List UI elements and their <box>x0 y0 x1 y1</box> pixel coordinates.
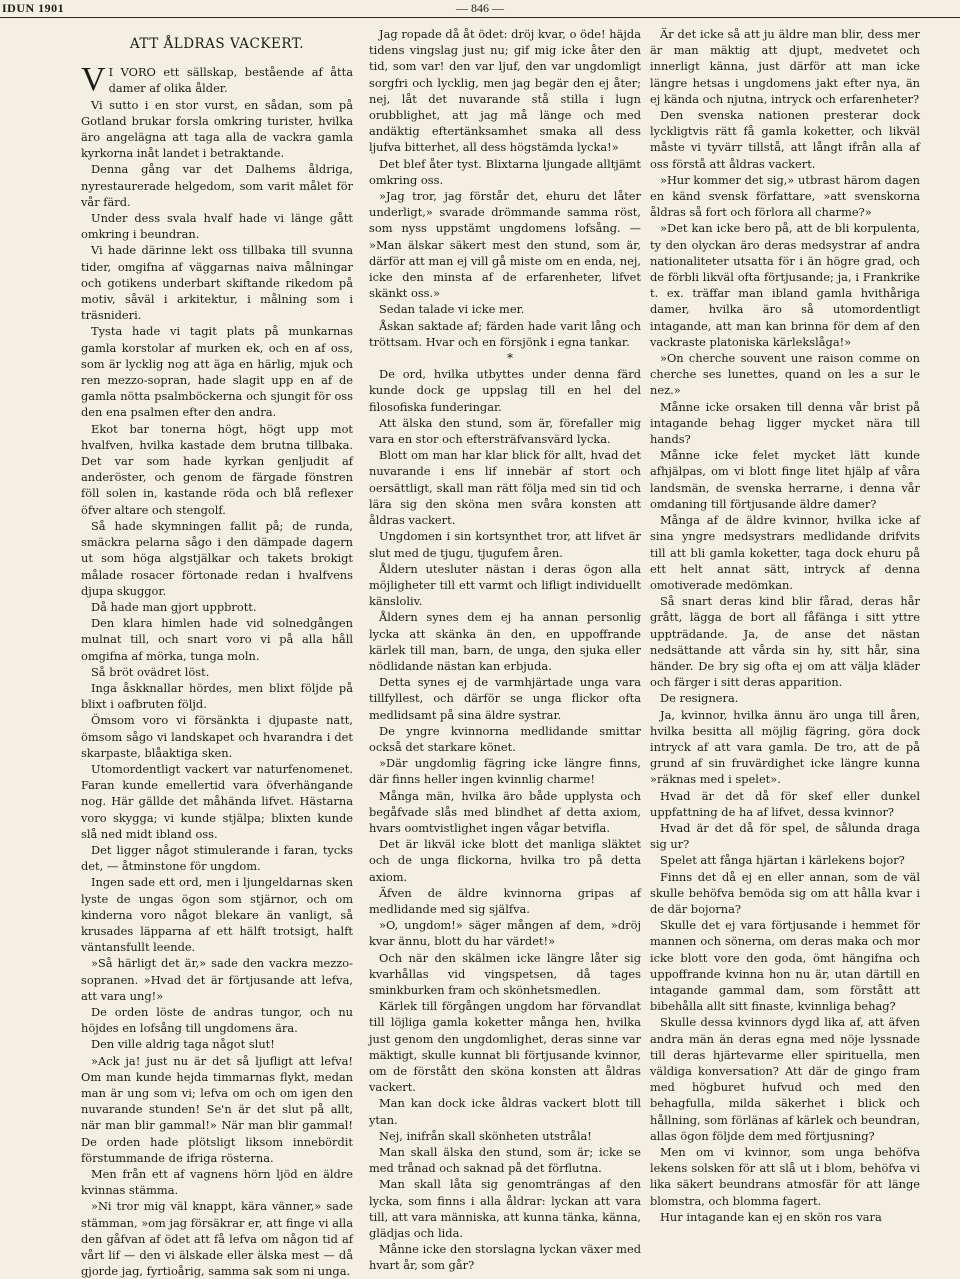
paragraph: Vi hade därinne lekt oss tillbaka till svunna tider, omgifna af väggarnas naiva målningar och gotikens underbart skiftande rikedom på motiv, såväl i arkitektur, i målning som i träsnideri. <box>81 243 353 323</box>
paragraph: »Hur kommer det sig,» utbrast härom dagen en känd svensk författare, »att svenskorna åldras så fort och förlora all charme?» <box>650 172 920 220</box>
paragraph: Men om vi kvinnor, som unga behöfva lekens solsken för att slå ut i blom, behöfva vi lika säkert beundrans atmosfär för att länge blomstra, och blomma fagert. <box>650 1145 920 1208</box>
paragraph: Det är likväl icke blott det manliga släktet och de unga flickorna, hvilka tro på detta axiom. <box>369 837 641 884</box>
paragraph: De resignera. <box>660 691 739 706</box>
paragraph: Åskan saktade af; färden hade varit lång och tröttsam. Hvar och en försjönk i egna tankar. <box>369 318 641 349</box>
paragraph: Man skall låta sig genomträngas af den lycka, som finns i alla åldrar: lyckan att vara till, att vara människa, att kunna tänka, känna, glädjas och lida. <box>369 1177 641 1241</box>
paragraph: Skulle det ej vara förtjusande i hemmet för mannen och sönerna, om deras maka och mor icke blott vore den goda, ömt hängifna och uppoffrande kvinna hon nu är, utan därtill en intagande gammal dam, som förstått att bibehålla allt sitt finaste, kvinnliga behag? <box>650 918 920 1014</box>
paragraph: Hvad är det då för spel, de sålunda draga sig ur? <box>650 820 920 852</box>
paragraph: Ingen sade ett ord, men i ljungeldarnas sken lyste de ungas ögon som stjärnor, och om kinderna voro något blekare än vanligt, så krusades läpparna af ett hälft trotsigt, halft väntansfullt leende. <box>81 875 353 955</box>
paragraph: Nej, inifrån skall skönheten utstråla! <box>379 1128 592 1143</box>
paragraph: Och när den skälmen icke längre låter sig kvarhållas vid vingspetsen, då tages sminkburken fram och skönhetsmedlen. <box>369 950 641 997</box>
column-3-body <box>650 26 920 1225</box>
paragraph: Hvad är det då för skef eller dunkel uppfattning de ha af lifvet, dessa kvinnor? <box>650 788 920 819</box>
paragraph: Utomordentligt vackert var naturfenomenet. Faran kunde emellertid vara öfverhängande nog. Här gällde det måhända lifvet. Hästarna voro skygga; vi kunde stjälpa; blixten kunde slå ned midt ibland oss. <box>81 761 353 841</box>
column-1 <box>81 26 353 1279</box>
paragraph: Detta synes ej de varmhjärtade unga vara tillfyllest, och därför se unga flickor ofta medlidsamt på sina äldre systrar. <box>369 675 641 722</box>
paragraph: Många män, hvilka äro både upplysta och begåfvade slås med blindhet af detta axiom, hvars oomtvistlighet ingen vågar betvifla. <box>369 788 641 835</box>
paragraph: Hur intagande kan ej en skön ros vara <box>660 1209 882 1224</box>
column-3 <box>650 26 920 1262</box>
paragraph: Det ligger något stimulerande i faran, tycks det, — åtminstone för ungdom. <box>81 842 353 874</box>
paragraph: »Så härligt det är,» sade den vackra mezzo-sopranen. »Hvad det är förtjusande att lefva, att vara ung!» <box>81 956 353 1003</box>
paragraph: Kärlek till förgången ungdom har förvandlat till löjliga gamla koketter många hen, hvilka just genom den ungdomlighet, deras sinne var mäktigt, skulle kunnat bli förtjusande kvinnor, om de förstått den sköna konsten att åldras vackert. <box>369 999 641 1095</box>
paragraph: »Ni tror mig väl knappt, kära vänner,» sade stämman, »om jag försäkrar er, att finge vi alla den gåfvan af ödet att få lefva om någon tid af vårt lif — den vi älskade eller älska mest — då gjorde jag, fyrtioårig, samma sak som ni unga. <box>81 1199 353 1279</box>
paragraph: Ungdomen i sin kortsynthet tror, att lifvet är slut med de tjugu, tjugufem åren. <box>369 529 641 560</box>
paragraph: Tysta hade vi tagit plats på munkarnas gamla korstolar af murken ek, och en af oss, som är lycklig nog att äga en härlig, mjuk och ren mezzo-sopran, hade slagit upp en af de gamla nötta psalmböckerna och sjungit för oss den ena psalmen efter den andra. <box>81 324 353 420</box>
paragraph: »Det kan icke bero på, att de bli korpulenta, ty den olyckan äro deras medsystrar af andra nationaliteter utsatta för i än högre grad, och de förbli likväl ofta förtjusande; ja, i Frankrike t. ex. träffar man ibland gamla hvithåriga damer, hvilka äro så utomordentligt intagande, att man kan brinna för dem af den vackraste platoniska kärlekslåga!» <box>650 221 920 349</box>
paragraph: Många af de äldre kvinnor, hvilka icke af sina yngre medsystrars medlidande drifvits till att bli gamla koketter, taga dock ehuru på ett helt annat sätt, intryck af denna omotiverade medömkan. <box>650 513 920 592</box>
paragraph: Månne icke felet mycket lätt kunde afhjälpas, om vi blott finge litet hjälp af våra landsmän, de svenska herrarne, i denna vår omdaning till förtjusande äldre damer? <box>650 448 920 511</box>
drop-cap: V <box>81 61 106 99</box>
paragraph: Månne icke orsaken till denna vår brist på intagande behag ligger mycket nära till hands? <box>650 399 920 447</box>
paragraph: »O, ungdom!» säger mången af dem, »dröj kvar ännu, blott du har värdet!» <box>369 918 641 949</box>
page-header <box>0 0 960 18</box>
paragraph: Skulle dessa kvinnors dygd lika af, att äfven andra män än deras egna med nöje lyssnade till deras hjärtevarme eller spirituella, men väldiga konversation? Att där de gingo fram med högburet hufvud och med den behagfulla, milda säkerhet i blick och hållning, som förlänas af kärlek och beundran, allas ögon följde dem med förtjusning? <box>650 1015 920 1143</box>
paragraph: Är det icke så att ju äldre man blir, dess mer är man mäktig att djupt, medvetet och innerligt känna, just därför att man icke längre hetsas i ungdomens jakt efter nya, än ej kända och njutna, intryck och erfarenheter? <box>650 27 920 106</box>
paragraph: De ord, hvilka utbyttes under denna färd kunde dock ge uppslag till en hel del filosofiska funderingar. <box>369 367 641 414</box>
paragraph: Sedan talade vi icke mer. <box>379 302 525 317</box>
paragraph: Ömsom voro vi försänkta i djupaste natt, ömsom sågo vi landskapet och hvarandra i det skarpaste, blåaktiga sken. <box>81 713 353 760</box>
journal-name: IDUN 1901 <box>2 1 65 15</box>
paragraph: Jag ropade då åt ödet: dröj kvar, o öde! häjda tidens vingslag just nu; gif mig icke åter den tid, som var! den var ljuf, den var ungdomligt sorgfri och lycklig, men jag begär den ej åter; nej, låt det nuvarande stå stilla i lugn orubblighet, att jag må länge och med andäktig eftertänksamhet smaka all dess ljufva bitterhet, all dess högstämda lycka!» <box>369 27 641 155</box>
paragraph: Åldern synes dem ej ha annan personlig lycka att skänka än den, en uppoffrande kärlek till man, barn, de unga, den sjuka eller nödlidande nästan kan erbjuda. <box>369 610 641 673</box>
paragraph: I VORO ett sällskap, bestående af åtta damer af olika ålder. <box>108 65 353 96</box>
paragraph: Äfven de äldre kvinnorna gripas af medlidande med sig själfva. <box>369 885 641 916</box>
paragraph: Man kan dock icke åldras vackert blott till ytan. <box>369 1096 641 1127</box>
paragraph: Så snart deras kind blir fårad, deras hår grått, lägga de bort all fåfänga i sitt yttre uppträdande. Ja, de anse det nästan nedsättande att vårda sin hy, sitt hår, sina händer. De bry sig ofta ej om att välja kläder och färger i sitt deras apparition. <box>650 594 920 690</box>
section-divider-star: * <box>507 351 513 366</box>
paragraph: Blott om man har klar blick för allt, hvad det nuvarande i ens lif innebär af stort och oersättligt, skall man rätt följa med sin tid och lära sig den sköna men svåra konsten att åldras vackert. <box>369 448 641 528</box>
paragraph: Den svenska nationen presterar dock lyckligtvis rätt få gamla koketter, och likväl måste vi tyvärr tillstå, att långt ifrån alla af oss förstå att åldras vackert. <box>650 108 920 171</box>
paragraph: Att älska den stund, som är, förefaller mig vara en stor och eftersträfvansvärd lycka. <box>369 415 641 447</box>
paragraph: Spelet att fånga hjärtan i kärlekens bojor? <box>660 853 905 868</box>
paragraph: Vi sutto i en stor vurst, en sådan, som på Gotland brukar forsla omkring turister, hvilka äro angelägna att taga alla de vackra gamla kyrkorna inåt landet i betraktande. <box>81 97 353 161</box>
paragraph: De orden löste de andras tungor, och nu höjdes en lofsång till ungdomens ära. <box>81 1004 353 1036</box>
column-2 <box>369 26 641 1273</box>
paragraph: »On cherche souvent une raison comme on cherche ses lunettes, quand on les a sur le nez.» <box>650 351 920 398</box>
paragraph: Finns det då ej en eller annan, som de väl skulle behöfva bemöda sig om att hålla kvar i de där bojorna? <box>650 869 920 916</box>
paragraph: »Där ungdomlig fägring icke längre finns, där finns heller ingen kvinnlig charme! <box>369 756 641 787</box>
paragraph: »Jag tror, jag förstår det, ehuru det låter underligt,» svarade drömmande samma röst, som nyss uppstämt ungdomens lofsång. — »Man älskar säkert mest den stund, som är, därför att man ej vill gå miste om en enda, nej, icke den minsta af de erfarenheter, lifvet skänkt oss.» <box>369 189 641 301</box>
paragraph: Månne icke den storslagna lyckan växer med hvart år, som går? <box>369 1242 641 1273</box>
paragraph: Så hade skymningen fallit på; de runda, smäckra pelarna sågo i den dämpade dagern ut som höga algstjälkar och takets brokigt målade rosacer förtonade redan i hvalfvens djupa skuggor. <box>81 518 353 598</box>
paragraph: De yngre kvinnorna medlidande smittar också det starkare könet. <box>369 723 641 754</box>
paragraph: Denna gång var det Dalhems åldriga, nyrestaurerade helgedom, som varit målet för vår färd. <box>81 162 353 209</box>
column-2-body <box>369 26 641 1274</box>
page-number: — 846 — <box>456 1 504 15</box>
paragraph: Ekot bar tonerna högt, högt upp mot hvalfven, hvilka kastade dem brutna tillbaka. Det var som hade kyrkan genljudit af anderöster, och genom de färgade fönstren föll solen in, kastande röda och blå reflexer öfver altare och stengolf. <box>81 421 353 517</box>
paragraph: Det blef åter tyst. Blixtarna ljungade alltjämt omkring oss. <box>369 156 641 187</box>
paragraph: Den klara himlen hade vid solnedgången mulnat till, och snart voro vi på alla håll omgifna af mörka, tunga moln. <box>81 616 353 663</box>
paragraph: Ja, kvinnor, hvilka ännu äro unga till åren, hvilka besitta all möjlig fägring, göra dock intryck af att vara gamla. De tro, att de på grund af sin fruvärdighet icke längre kunna »räknas med i spelet». <box>650 707 920 787</box>
paragraph: Åldern utesluter nästan i deras ögon alla möjligheter till ett varmt och lifligt individuellt känsloliv. <box>369 561 641 609</box>
article-title: ATT ÅLDRAS VACKERT. <box>129 36 305 52</box>
paragraph: »Ack ja! just nu är det så ljufligt att lefva! Om man kunde hejda timmarnas flykt, medan man är ung som vi; lefva om och om igen den nuvarande stunden! Se'n är det slut på allt, när man blir gammal!» När man blir gammal! De orden hade plötsligt liksom innebördit förstummande de ifriga rösterna. <box>81 1053 353 1165</box>
paragraph: Man skall älska den stund, som är; icke se med trånad och saknad på det förflutna. <box>369 1145 641 1176</box>
paragraph: Då hade man gjort uppbrott. <box>91 599 257 614</box>
paragraph: Men från ett af vagnens hörn ljöd en äldre kvinnas stämma. <box>81 1167 353 1198</box>
paragraph: Inga åskknallar hördes, men blixt följde på blixt i oafbruten följd. <box>81 680 353 712</box>
paragraph: Så bröt ovädret löst. <box>91 664 210 679</box>
column-1-body <box>81 61 353 1279</box>
paragraph: Den ville aldrig taga något slut! <box>91 1037 275 1052</box>
paragraph: Under dess svala hvalf hade vi länge gått omkring i beundran. <box>81 211 353 242</box>
